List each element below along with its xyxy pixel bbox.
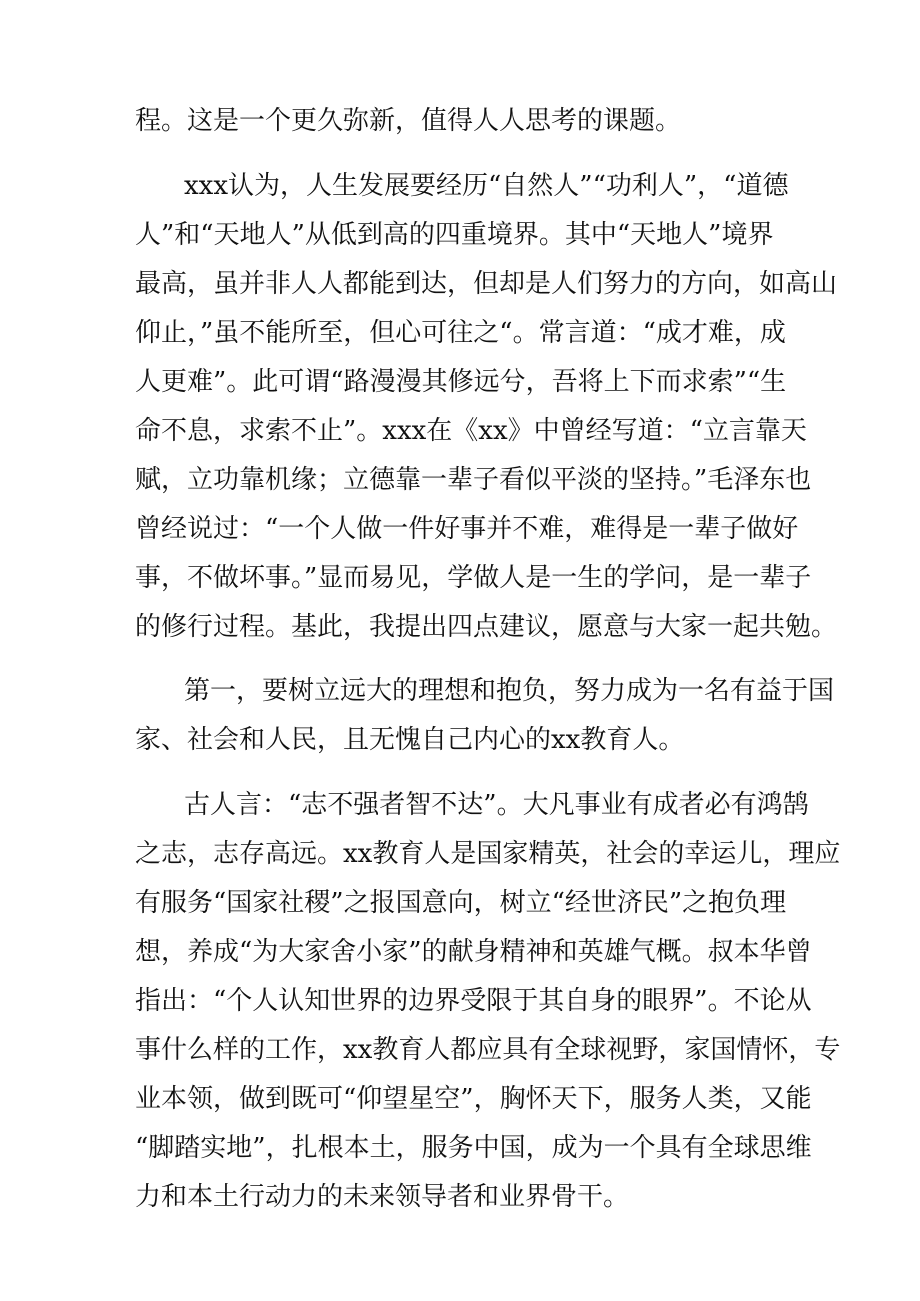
text-line: 有服务“国家社稷”之报国意向，树立“经世济民”之抱负理 [135, 888, 787, 918]
text-line: 仰止，”虽不能所至，但心可往之“。常言道：“成才难，成 [135, 318, 786, 348]
text-line: 想，养成“为大家舍小家”的献身精神和英雄气概。叔本华曾 [135, 937, 812, 967]
text-line: 人更难”。此可谓“路漫漫其修远兮，吾将上下而求索”“生 [135, 367, 787, 397]
text-line: 赋，立功靠机缘；立德靠一辈子看似平淡的坚持。”毛泽东也 [135, 465, 812, 495]
text-line: “脚踏实地”，扎根本土，服务中国，成为一个具有全球思维 [135, 1133, 812, 1163]
text-line: 最高，虽并非人人都能到达，但却是人们努力的方向，如高山 [135, 269, 838, 299]
text-line: 指出：“个人认知世界的边界受限于其自身的眼界”。不论从 [135, 986, 812, 1016]
text-line: 第一，要树立远大的理想和抱负，努力成为一名有益于国 [184, 676, 835, 706]
text-line: 之志，志存高远。xx教育人是国家精英，社会的幸运儿，理应 [135, 839, 841, 869]
text-line: 家、社会和人民，且无愧自己内心的xx教育人。 [135, 725, 685, 755]
text-line: xxx认为，人生发展要经历“自然人”“功利人”，“道德 [184, 171, 789, 201]
text-line: 事什么样的工作，xx教育人都应具有全球视野，家国情怀，专 [135, 1035, 841, 1065]
text-line: 古人言：“志不强者智不达”。大凡事业有成者必有鸿鹄 [184, 790, 809, 820]
text-line: 人”和“天地人”从低到高的四重境界。其中“天地人”境界 [135, 220, 774, 250]
text-line: 曾经说过：“一个人做一件好事并不难，难得是一辈子做好 [135, 514, 799, 544]
text-line: 力和本土行动力的未来领导者和业界骨干。 [135, 1182, 630, 1212]
text-line: 的修行过程。基此，我提出四点建议，愿意与大家一起共勉。 [135, 612, 838, 642]
text-line: 业本领，做到既可“仰望星空”，胸怀天下，服务人类，又能 [135, 1084, 812, 1114]
text-line: 程。这是一个更久弥新，值得人人思考的课题。 [135, 106, 682, 136]
text-line: 事，不做坏事。”显而易见，学做人是一生的学问，是一辈子 [135, 563, 812, 593]
text-line: 命不息，求索不止”。xxx在《xx》中曾经写道：“立言靠天 [135, 416, 807, 446]
